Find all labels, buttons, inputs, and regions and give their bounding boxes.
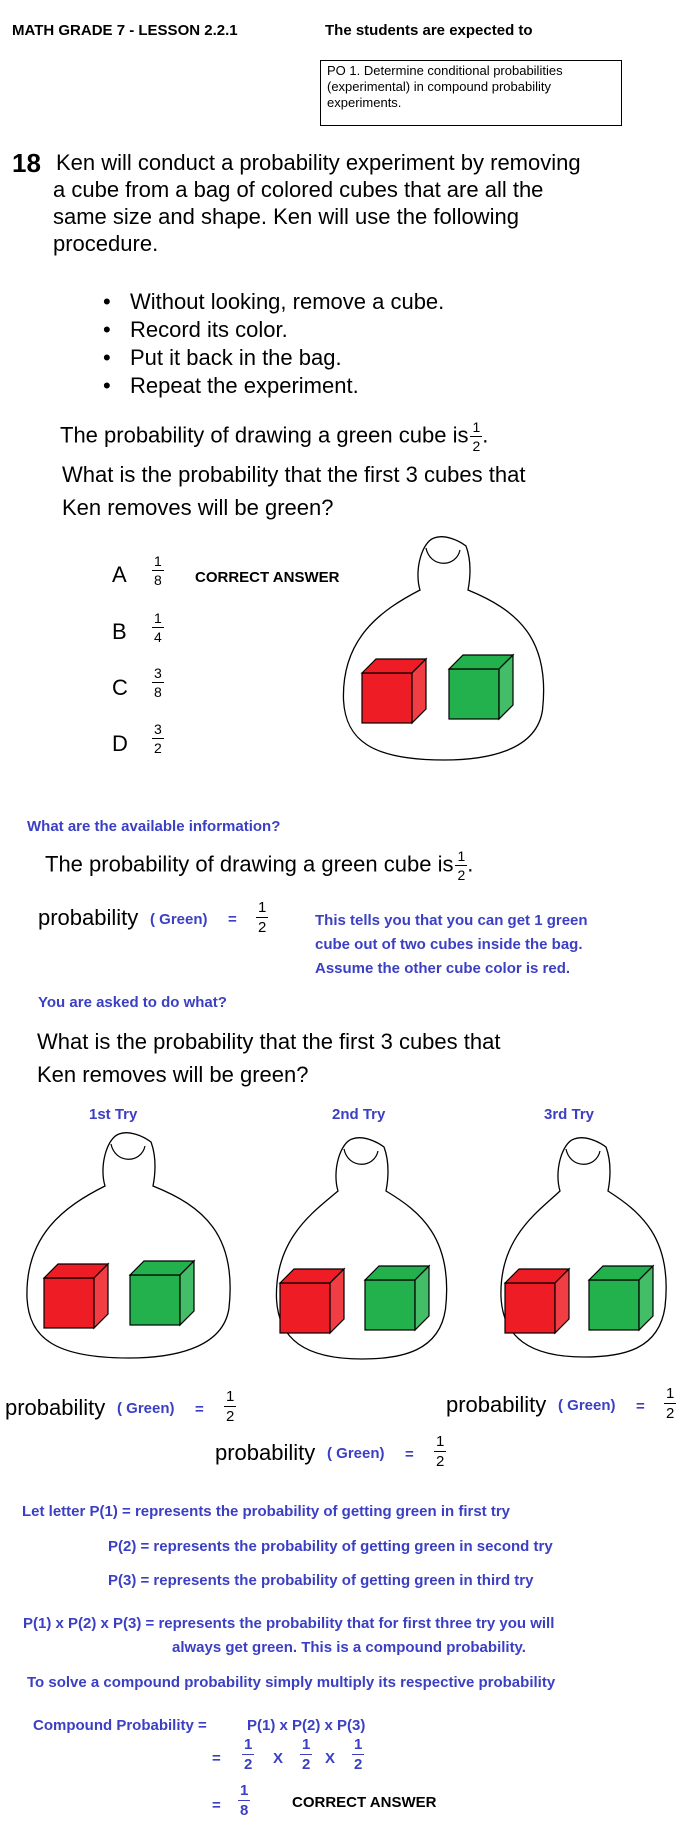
prob-statement: The probability of drawing a green cube is $\frac{1}{2}$ .	[60, 419, 489, 454]
frac-den: 2	[436, 1453, 445, 1470]
frac-num: 3	[154, 665, 162, 681]
equals-sign: =	[228, 911, 237, 928]
product-expression: P(1) x P(2) x P(3)	[247, 1717, 366, 1734]
bullet-2: Record its color.	[130, 317, 288, 342]
try2-probability-word: probability	[215, 1440, 316, 1465]
option-b-letter[interactable]: B	[112, 619, 127, 644]
ask-line-2: Ken removes will be green?	[62, 495, 334, 520]
question-line-3: same size and shape. Ken will use the following	[53, 204, 519, 229]
bullet-dot: •	[103, 345, 111, 370]
bag-main	[343, 537, 543, 760]
frac-num: 1	[302, 1736, 311, 1753]
correct-answer-label: CORRECT ANSWER	[195, 569, 340, 586]
question-line-2: a cube from a bag of colored cubes that are all the	[53, 177, 544, 202]
red-cube-try-3	[505, 1269, 569, 1333]
try1-fraction	[224, 1389, 236, 1424]
try3-green-label: ( Green)	[558, 1397, 616, 1414]
try-label-3: 3rd Try	[544, 1106, 595, 1123]
tells-line-2: cube out of two cubes inside the bag.	[315, 936, 583, 953]
tells-line-3: Assume the other cube color is red.	[315, 960, 571, 977]
bullet-dot: •	[103, 373, 111, 398]
frac-num: 1	[154, 553, 162, 569]
try2-equals: =	[405, 1446, 414, 1463]
frac-den: 2	[302, 1756, 311, 1773]
frac-num: 3	[154, 721, 162, 737]
let-line-2: P(2) = represents the probability of getting green in second try	[108, 1538, 553, 1555]
bullet-dot: •	[103, 289, 111, 314]
try1-equals: =	[195, 1401, 204, 1418]
option-d-letter[interactable]: D	[112, 731, 128, 756]
bag-try-1-neck	[111, 1144, 145, 1159]
frac-num: 1	[226, 1388, 235, 1405]
frac-num: 1	[354, 1736, 363, 1753]
try-label-2: 2nd Try	[332, 1106, 386, 1123]
try2-green-label: ( Green)	[327, 1445, 385, 1462]
solution-ask-line-1: What is the probability that the first 3 cubes that	[37, 1029, 501, 1054]
solution-prob-statement: The probability of drawing a green cube is $\frac{1}{2}$ .	[45, 848, 474, 883]
half-fraction	[256, 900, 268, 935]
tells-line-1: This tells you that you can get 1 green	[315, 912, 588, 929]
green-cube-try-3	[589, 1266, 653, 1330]
try3-equals: =	[636, 1398, 645, 1415]
asked-heading: You are asked to do what?	[38, 994, 227, 1011]
frac-den: 8	[154, 572, 162, 588]
red-cube-try-2	[280, 1269, 344, 1333]
red-cube-try-1	[44, 1264, 108, 1328]
compound-line-1: P(1) x P(2) x P(3) = represents the probability that for first three try you will	[23, 1615, 555, 1632]
frac-den: 2	[244, 1756, 253, 1773]
solve-line: To solve a compound probability simply multiply its respective probability	[27, 1674, 556, 1691]
times-1: X	[273, 1750, 284, 1767]
bag-main-neck	[426, 548, 460, 563]
bullet-1: Without looking, remove a cube.	[130, 289, 445, 314]
frac-den: 2	[666, 1405, 675, 1422]
question-line-1: Ken will conduct a probability experiment by removing	[56, 150, 581, 175]
question-number: 18	[12, 148, 41, 178]
prob-fraction	[455, 849, 467, 882]
frac-num: 1	[436, 1433, 445, 1450]
solution-ask-line-2: Ken removes will be green?	[37, 1062, 309, 1087]
try2-fraction	[434, 1434, 446, 1469]
prob-text: The probability of drawing a green cube is	[45, 851, 454, 877]
frac-den: 2	[154, 740, 162, 756]
expected-label: The students are expected to	[325, 22, 533, 39]
frac-den: 2	[354, 1756, 363, 1773]
frac-den: 2	[472, 438, 481, 454]
frac-num: 1	[240, 1782, 249, 1799]
compound-label: Compound Probability =	[33, 1717, 207, 1734]
green-cube-try-1	[130, 1261, 194, 1325]
green-label: ( Green)	[150, 911, 208, 928]
frac-num: 1	[154, 610, 162, 626]
probability-word: probability	[38, 905, 139, 930]
frac-num: 1	[457, 848, 466, 864]
result-fraction	[238, 1783, 250, 1818]
bullet-4: Repeat the experiment.	[130, 373, 359, 398]
question-line-4: procedure.	[53, 231, 159, 256]
option-c-letter[interactable]: C	[112, 675, 128, 700]
frac-den: 2	[457, 867, 466, 883]
try-label-1: 1st Try	[89, 1106, 138, 1123]
frac-den: 8	[240, 1802, 249, 1819]
bag-try-2-neck	[344, 1149, 378, 1164]
compound-line-2: always get green. This is a compound probability.	[172, 1639, 526, 1656]
try1-probability-word: probability	[5, 1395, 106, 1420]
frac-num: 1	[666, 1385, 675, 1402]
lesson-title: MATH GRADE 7 - LESSON 2.2.1	[12, 22, 238, 39]
frac-den: 8	[154, 684, 162, 700]
let-line-3: P(3) = represents the probability of getting green in third try	[108, 1572, 534, 1589]
factor-1-fraction	[242, 1737, 254, 1772]
factor-2-fraction	[300, 1737, 312, 1772]
frac-num: 1	[472, 419, 481, 435]
frac-num: 1	[258, 899, 267, 916]
bullet-dot: •	[103, 317, 111, 342]
bullet-3: Put it back in the bag.	[130, 345, 342, 370]
frac-den: 4	[154, 629, 162, 645]
green-cube-try-2	[365, 1266, 429, 1330]
available-heading: What are the available information?	[27, 818, 281, 835]
bag-try-3-neck	[566, 1149, 600, 1164]
green-cube	[449, 655, 513, 719]
equals-row-2: =	[212, 1750, 221, 1767]
final-correct-answer: CORRECT ANSWER	[292, 1794, 437, 1811]
try3-probability-word: probability	[446, 1392, 547, 1417]
frac-den: 2	[226, 1408, 235, 1425]
factor-3-fraction	[352, 1737, 364, 1772]
po-text: PO 1. Determine conditional probabilities (experimental) in compound probability experiments.	[327, 63, 563, 110]
times-2: X	[325, 1750, 336, 1767]
equals-row-3: =	[212, 1797, 221, 1814]
red-cube	[362, 659, 426, 723]
try3-fraction	[664, 1386, 676, 1421]
ask-line-1: What is the probability that the first 3 cubes that	[62, 462, 526, 487]
prob-text: The probability of drawing a green cube is	[60, 422, 469, 448]
try1-green-label: ( Green)	[117, 1400, 175, 1417]
frac-den: 2	[258, 919, 267, 936]
option-a-letter[interactable]: A	[112, 562, 127, 587]
let-line-1: Let letter P(1) = represents the probability of getting green in first try	[22, 1503, 510, 1520]
frac-num: 1	[244, 1736, 253, 1753]
